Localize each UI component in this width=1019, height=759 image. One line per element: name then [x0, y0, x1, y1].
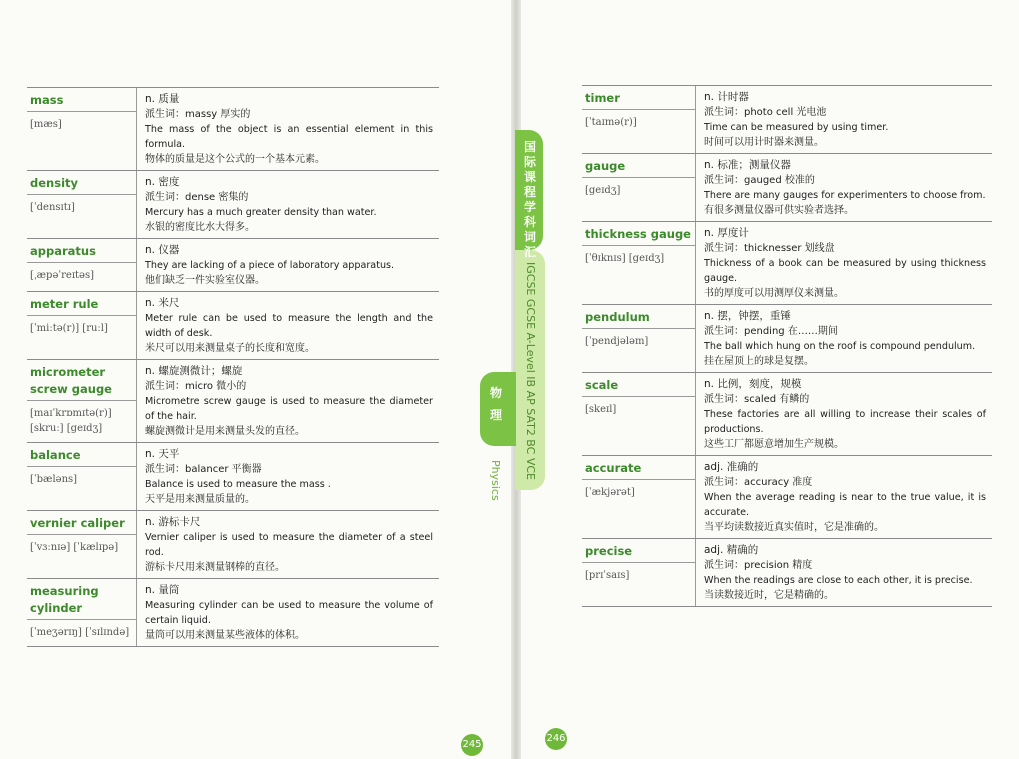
- phonetic: [ˈbæləns]: [30, 474, 78, 485]
- page-number-left: 245: [461, 734, 483, 756]
- phonetic: [ˈθɪknɪs] [geɪdʒ]: [585, 253, 665, 264]
- term: balance: [27, 443, 136, 467]
- term: density: [27, 171, 136, 195]
- example-zh: 量筒可以用来测量某些液体的体积。: [145, 630, 305, 641]
- example-zh: 物体的质量是这个公式的一个基本元素。: [145, 154, 325, 165]
- vocab-entry: [582, 455, 992, 538]
- vocab-entry: [582, 85, 992, 153]
- vocab-entry: [582, 538, 992, 607]
- part-of-speech-meaning: n. 厚度计: [704, 227, 749, 239]
- derivative: 派生词：massy 厚实的: [145, 109, 251, 120]
- vocab-entry: [27, 442, 439, 510]
- example-zh: 水银的密度比水大得多。: [145, 222, 255, 233]
- vocab-entry: [27, 170, 439, 238]
- example-en: They are lacking of a piece of laboratory apparatus.: [145, 260, 395, 271]
- example-zh: 当平均读数接近真实值时，它是准确的。: [704, 522, 884, 533]
- definition-column: [696, 222, 992, 304]
- term-column: [582, 456, 696, 538]
- term: timer: [582, 86, 695, 110]
- phonetic: [ˈtaɪmə(r)]: [585, 117, 637, 128]
- example-zh: 他们缺乏一件实验室仪器。: [145, 275, 265, 286]
- term-column: [27, 360, 137, 442]
- part-of-speech-meaning: n. 螺旋测微计；螺旋: [145, 365, 243, 377]
- phonetic: [ˈdensɪtɪ]: [30, 202, 75, 213]
- tab-subject-en: Physics: [489, 460, 502, 501]
- example-en: The mass of the object is an essential element in this formula.: [145, 124, 433, 150]
- vocab-entry: [27, 510, 439, 578]
- definition-column: [137, 360, 439, 442]
- term-column: [582, 539, 696, 606]
- phonetic: [ˈpendjələm]: [585, 336, 649, 347]
- example-zh: 挂在屋顶上的球是复摆。: [704, 356, 814, 367]
- example-zh: 米尺可以用来测量桌子的长度和宽度。: [145, 343, 315, 354]
- definition-column: [137, 511, 439, 578]
- definition-column: [137, 88, 439, 170]
- vocab-entry: [27, 238, 439, 291]
- vocab-entry: [582, 153, 992, 221]
- phonetic: [mæs]: [30, 119, 62, 130]
- example-en: There are many gauges for experimenters to choose from.: [704, 190, 986, 201]
- derivative: 派生词：photo cell 光电池: [704, 107, 827, 118]
- definition-column: [696, 305, 992, 372]
- term: micrometer screw gauge: [27, 360, 136, 401]
- derivative: 派生词：balancer 平衡器: [145, 464, 262, 475]
- example-zh: 有很多测量仪器可供实验者选择。: [704, 205, 854, 216]
- left-vocabulary-table: [27, 87, 439, 647]
- term-column: [27, 239, 137, 291]
- phonetic: [maɪˈkrɒmɪtə(r)] [skruː] [geɪdʒ]: [30, 408, 112, 434]
- term-column: [582, 373, 696, 455]
- term-column: [582, 305, 696, 372]
- example-en: Vernier caliper is used to measure the diameter of a steel rod.: [145, 532, 433, 558]
- phonetic: [ˈvɜːnɪə] [ˈkælɪpə]: [30, 542, 119, 553]
- term-column: [27, 171, 137, 238]
- phonetic: [ˈmeʒərɪŋ] [ˈsɪlɪndə]: [30, 627, 130, 638]
- vocab-entry: [27, 359, 439, 442]
- vocab-entry: [27, 87, 439, 170]
- phonetic: [ˈækjərət]: [585, 487, 635, 498]
- term-column: [582, 154, 696, 221]
- term: gauge: [582, 154, 695, 178]
- part-of-speech-meaning: adj. 准确的: [704, 461, 759, 473]
- definition-column: [137, 579, 439, 646]
- example-zh: 天平是用来测量质量的。: [145, 494, 255, 505]
- term-column: [582, 86, 696, 153]
- term: accurate: [582, 456, 695, 480]
- example-en: Time can be measured by using timer.: [704, 122, 889, 133]
- example-en: Measuring cylinder can be used to measure the volume of certain liquid.: [145, 600, 433, 626]
- term: scale: [582, 373, 695, 397]
- phonetic: [ˈmiːtə(r)] [ruːl]: [30, 323, 108, 334]
- part-of-speech-meaning: n. 计时器: [704, 91, 749, 103]
- example-zh: 时间可以用计时器来测量。: [704, 137, 824, 148]
- term: vernier caliper: [27, 511, 136, 535]
- term-column: [27, 579, 137, 646]
- derivative: 派生词：dense 密集的: [145, 192, 249, 203]
- definition-column: [696, 373, 992, 455]
- definition-column: [137, 171, 439, 238]
- term: meter rule: [27, 292, 136, 316]
- example-en: Balance is used to measure the mass .: [145, 479, 331, 490]
- part-of-speech-meaning: adj. 精确的: [704, 544, 759, 556]
- part-of-speech-meaning: n. 游标卡尺: [145, 516, 201, 528]
- tab-curricula-label: IGCSE GCSE A-Level IB AP SAT2 BC VCE: [524, 262, 537, 480]
- part-of-speech-meaning: n. 量筒: [145, 584, 180, 596]
- term: precise: [582, 539, 695, 563]
- example-en: Mercury has a much greater density than water.: [145, 207, 377, 218]
- vocab-entry: [582, 221, 992, 304]
- term: apparatus: [27, 239, 136, 263]
- derivative: 派生词：pending 在……期间: [704, 326, 838, 337]
- definition-column: [696, 456, 992, 538]
- tab-glossary-label: 国际课程学科词汇: [523, 140, 536, 259]
- vocab-entry: [27, 578, 439, 647]
- term-column: [27, 88, 137, 170]
- vocab-entry: [582, 372, 992, 455]
- example-en: Meter rule can be used to measure the length and the width of desk.: [145, 313, 433, 339]
- phonetic: [geɪdʒ]: [585, 185, 621, 196]
- derivative: 派生词：gauged 校准的: [704, 175, 815, 186]
- derivative: 派生词：accuracy 准度: [704, 477, 813, 488]
- right-vocabulary-table: [582, 85, 992, 607]
- example-en: The ball which hung on the roof is compound pendulum.: [704, 341, 976, 352]
- example-en: These factories are all willing to increase their scales of productions.: [704, 409, 986, 435]
- term-column: [27, 511, 137, 578]
- term-column: [582, 222, 696, 304]
- definition-column: [696, 86, 992, 153]
- phonetic: [skeɪl]: [585, 404, 617, 415]
- term: measuring cylinder: [27, 579, 136, 620]
- example-en: Micrometre screw gauge is used to measure the diameter of the hair.: [145, 396, 433, 422]
- phonetic: [ˌæpəˈreɪtəs]: [30, 270, 94, 281]
- part-of-speech-meaning: n. 米尺: [145, 297, 180, 309]
- tab-subject-cn: 物理: [489, 386, 502, 422]
- term-column: [27, 443, 137, 510]
- definition-column: [137, 292, 439, 359]
- example-zh: 书的厚度可以用测厚仪来测量。: [704, 288, 844, 299]
- vocab-entry: [582, 304, 992, 372]
- example-en: Thickness of a book can be measured by using thickness gauge.: [704, 258, 986, 284]
- part-of-speech-meaning: n. 密度: [145, 176, 180, 188]
- term-column: [27, 292, 137, 359]
- example-zh: 这些工厂都愿意增加生产规模。: [704, 439, 844, 450]
- definition-column: [696, 539, 992, 606]
- part-of-speech-meaning: n. 质量: [145, 93, 180, 105]
- derivative: 派生词：thicknesser 划线盘: [704, 243, 835, 254]
- part-of-speech-meaning: n. 标准；测量仪器: [704, 159, 791, 171]
- example-en: When the average reading is near to the true value, it is accurate.: [704, 492, 986, 518]
- definition-column: [696, 154, 992, 221]
- part-of-speech-meaning: n. 摆，钟摆，重锤: [704, 310, 791, 322]
- page-number-right: 246: [545, 728, 567, 750]
- example-en: When the readings are close to each other, it is precise.: [704, 575, 973, 586]
- part-of-speech-meaning: n. 仪器: [145, 244, 180, 256]
- vocab-entry: [27, 291, 439, 359]
- derivative: 派生词：precision 精度: [704, 560, 813, 571]
- example-zh: 游标卡尺用来测量钢棒的直径。: [145, 562, 285, 573]
- term: mass: [27, 88, 136, 112]
- example-zh: 当读数接近时，它是精确的。: [704, 590, 834, 601]
- definition-column: [137, 239, 439, 291]
- definition-column: [137, 443, 439, 510]
- term: pendulum: [582, 305, 695, 329]
- derivative: 派生词：scaled 有鳞的: [704, 394, 810, 405]
- derivative: 派生词：micro 微小的: [145, 381, 247, 392]
- phonetic: [prɪˈsaɪs]: [585, 570, 630, 581]
- part-of-speech-meaning: n. 比例，刻度，规模: [704, 378, 802, 390]
- part-of-speech-meaning: n. 天平: [145, 448, 180, 460]
- example-zh: 螺旋测微计是用来测量头发的直径。: [145, 426, 305, 437]
- term: thickness gauge: [582, 222, 695, 246]
